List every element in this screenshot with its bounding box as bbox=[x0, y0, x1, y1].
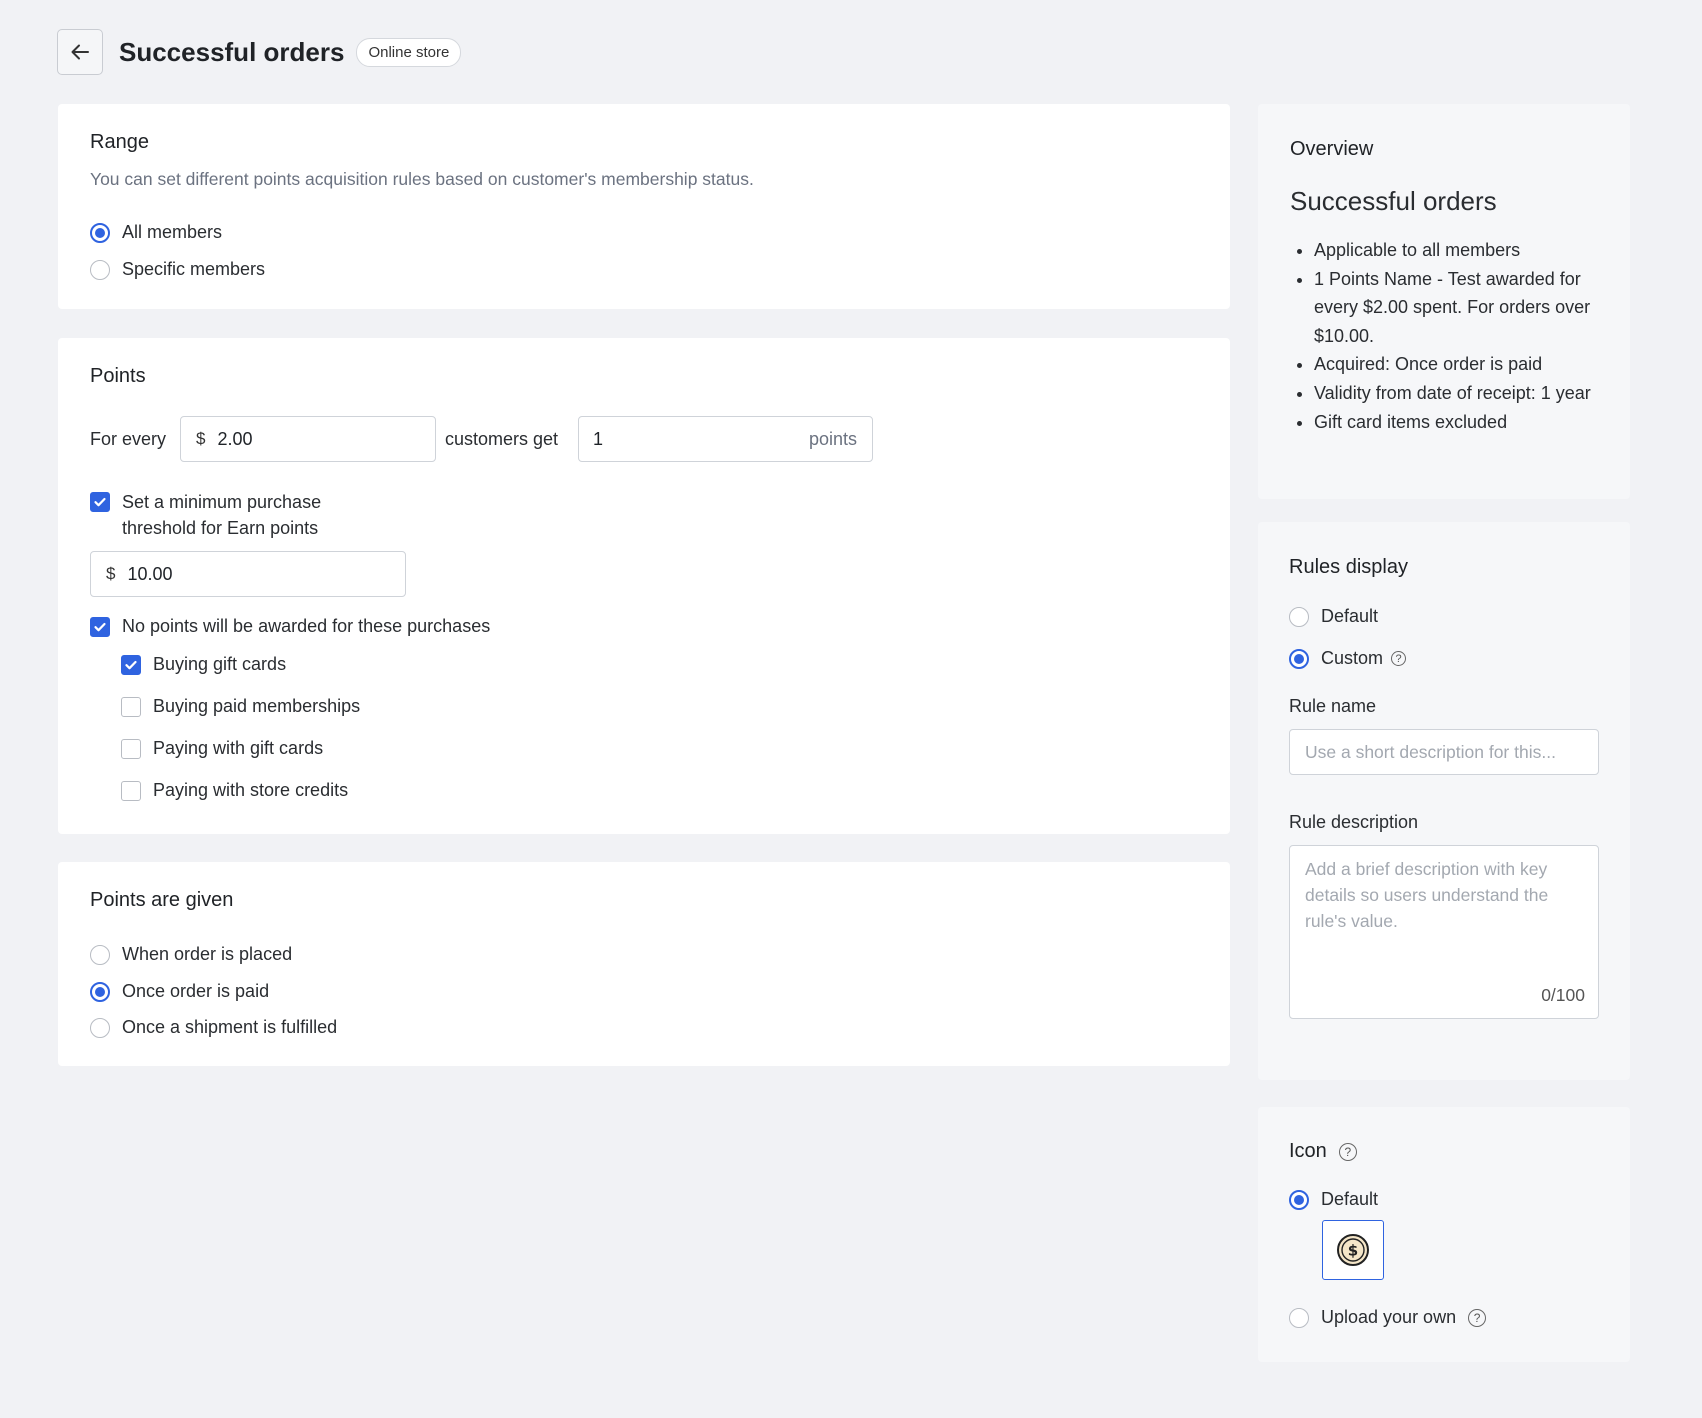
character-counter: 0/100 bbox=[1541, 985, 1585, 1005]
rule-description-textarea[interactable] bbox=[1289, 845, 1599, 1019]
spend-amount-input[interactable] bbox=[180, 416, 436, 462]
range-option-all-members[interactable] bbox=[90, 222, 222, 243]
checkbox[interactable] bbox=[121, 655, 141, 675]
checkmark-icon bbox=[93, 495, 107, 509]
rule-name-label: Rule name bbox=[1289, 696, 1377, 716]
for-every-label: For every bbox=[90, 429, 167, 449]
channel-badge: Online store bbox=[356, 38, 461, 67]
radio-button[interactable] bbox=[90, 1018, 110, 1038]
points-amount-input[interactable] bbox=[578, 416, 873, 462]
checkmark-icon bbox=[124, 658, 138, 672]
points-given-option-label: Once a shipment is fulfilled bbox=[122, 1017, 338, 1037]
radio-button[interactable] bbox=[1289, 1190, 1309, 1210]
icon-upload-label: Upload your own bbox=[1321, 1307, 1457, 1327]
points-given-title: Points are given bbox=[90, 889, 234, 911]
exclusion-label: Buying gift cards bbox=[153, 654, 287, 674]
exclusion-paying-with-store-credits[interactable] bbox=[121, 780, 348, 801]
rule-description-label: Rule description bbox=[1289, 812, 1419, 832]
radio-button[interactable] bbox=[90, 260, 110, 280]
spend-amount-value: 2.00 bbox=[217, 428, 253, 449]
points-given-card bbox=[58, 862, 1230, 1066]
rules-display-card bbox=[1258, 522, 1630, 1080]
checkbox[interactable] bbox=[121, 697, 141, 717]
icon-default-label: Default bbox=[1321, 1189, 1379, 1209]
exclusion-label: Buying paid memberships bbox=[153, 696, 361, 716]
range-option-label: All members bbox=[122, 222, 223, 242]
page-title: Successful orders bbox=[119, 36, 345, 67]
points-given-option-paid[interactable] bbox=[90, 981, 269, 1002]
radio-button[interactable] bbox=[1289, 649, 1309, 669]
min-threshold-checkbox-row[interactable] bbox=[90, 489, 321, 541]
help-icon[interactable]: ? bbox=[1468, 1309, 1486, 1327]
help-icon[interactable]: ? bbox=[1391, 651, 1406, 666]
overview-item: • Validity from date of receipt: 1 year bbox=[1314, 379, 1624, 408]
points-amount-value: 1 bbox=[593, 428, 604, 449]
icon-title-row bbox=[1289, 1140, 1357, 1163]
checkbox[interactable] bbox=[121, 739, 141, 759]
rules-display-option-default[interactable] bbox=[1289, 606, 1378, 627]
points-suffix: points bbox=[808, 428, 857, 449]
radio-button[interactable] bbox=[1289, 1308, 1309, 1328]
overview-list bbox=[1290, 236, 1624, 436]
dollar-coin-icon bbox=[1336, 1233, 1370, 1267]
overview-card bbox=[1258, 104, 1630, 499]
help-icon[interactable]: ? bbox=[1339, 1143, 1357, 1161]
exclusion-label: Paying with gift cards bbox=[153, 738, 324, 758]
overview-item: • Applicable to all members bbox=[1314, 236, 1624, 265]
default-icon-preview[interactable] bbox=[1322, 1220, 1384, 1280]
exclusions-label: No points will be awarded for these purchases bbox=[122, 616, 491, 636]
icon-option-upload[interactable] bbox=[1289, 1307, 1486, 1328]
exclusion-buying-paid-memberships[interactable] bbox=[121, 696, 360, 717]
rule-description-placeholder: Add a brief description with key details so users understand the rule's value. bbox=[1305, 859, 1549, 931]
rules-display-default-label: Default bbox=[1321, 606, 1379, 626]
min-threshold-label-line-1: Set a minimum purchase bbox=[122, 492, 322, 512]
points-given-option-placed[interactable] bbox=[90, 944, 292, 965]
icon-option-default[interactable] bbox=[1289, 1189, 1378, 1210]
currency-prefix: $ bbox=[196, 429, 206, 448]
range-description: You can set different points acquisition rules based on customer's membership status. bbox=[90, 169, 754, 189]
points-given-option-label: When order is placed bbox=[122, 944, 293, 964]
radio-button[interactable] bbox=[90, 223, 110, 243]
range-card bbox=[58, 104, 1230, 309]
min-threshold-value: 10.00 bbox=[127, 563, 173, 584]
rule-name-input[interactable] bbox=[1289, 729, 1599, 775]
coin-symbol: $ bbox=[1347, 1241, 1359, 1260]
overview-item: • Acquired: Once order is paid bbox=[1314, 350, 1624, 379]
range-option-label: Specific members bbox=[122, 259, 266, 279]
radio-button[interactable] bbox=[90, 982, 110, 1002]
points-card bbox=[58, 338, 1230, 834]
points-given-option-fulfilled[interactable] bbox=[90, 1017, 337, 1038]
radio-button[interactable] bbox=[1289, 607, 1309, 627]
min-threshold-input[interactable] bbox=[90, 551, 406, 597]
range-option-specific-members[interactable] bbox=[90, 259, 265, 280]
overview-title: Overview bbox=[1290, 138, 1374, 160]
icon-title: Icon bbox=[1289, 1140, 1327, 1162]
exclusion-label: Paying with store credits bbox=[153, 780, 349, 800]
min-threshold-label bbox=[122, 489, 321, 541]
checkmark-icon bbox=[93, 620, 107, 634]
rules-display-custom-label: Custom bbox=[1321, 648, 1384, 668]
back-button[interactable] bbox=[57, 29, 103, 75]
radio-button[interactable] bbox=[90, 945, 110, 965]
rules-display-option-custom[interactable] bbox=[1289, 648, 1406, 669]
rules-display-title: Rules display bbox=[1289, 556, 1408, 578]
points-title: Points bbox=[90, 365, 146, 387]
currency-prefix: $ bbox=[106, 564, 116, 583]
arrow-left-icon bbox=[69, 41, 91, 63]
exclusion-paying-with-gift-cards[interactable] bbox=[121, 738, 323, 759]
overview-rule-title: Successful orders bbox=[1290, 186, 1497, 216]
overview-item: • 1 Points Name - Test awarded for every $2.00 spent. For orders over $10.00. bbox=[1314, 265, 1624, 351]
page-header bbox=[57, 29, 461, 75]
min-threshold-checkbox[interactable] bbox=[90, 492, 110, 512]
icon-card bbox=[1258, 1107, 1630, 1362]
checkbox[interactable] bbox=[121, 781, 141, 801]
exclusion-buying-gift-cards[interactable] bbox=[121, 654, 286, 675]
exclusions-checkbox[interactable] bbox=[90, 617, 110, 637]
min-threshold-label-line-2: threshold for Earn points bbox=[122, 518, 319, 538]
overview-item: • Gift card items excluded bbox=[1314, 408, 1624, 437]
range-title: Range bbox=[90, 131, 149, 153]
rule-name-placeholder: Use a short description for this... bbox=[1305, 741, 1556, 762]
customers-get-label: customers get bbox=[445, 429, 559, 449]
exclusions-checkbox-row[interactable] bbox=[90, 616, 490, 637]
points-given-option-label: Once order is paid bbox=[122, 981, 270, 1001]
